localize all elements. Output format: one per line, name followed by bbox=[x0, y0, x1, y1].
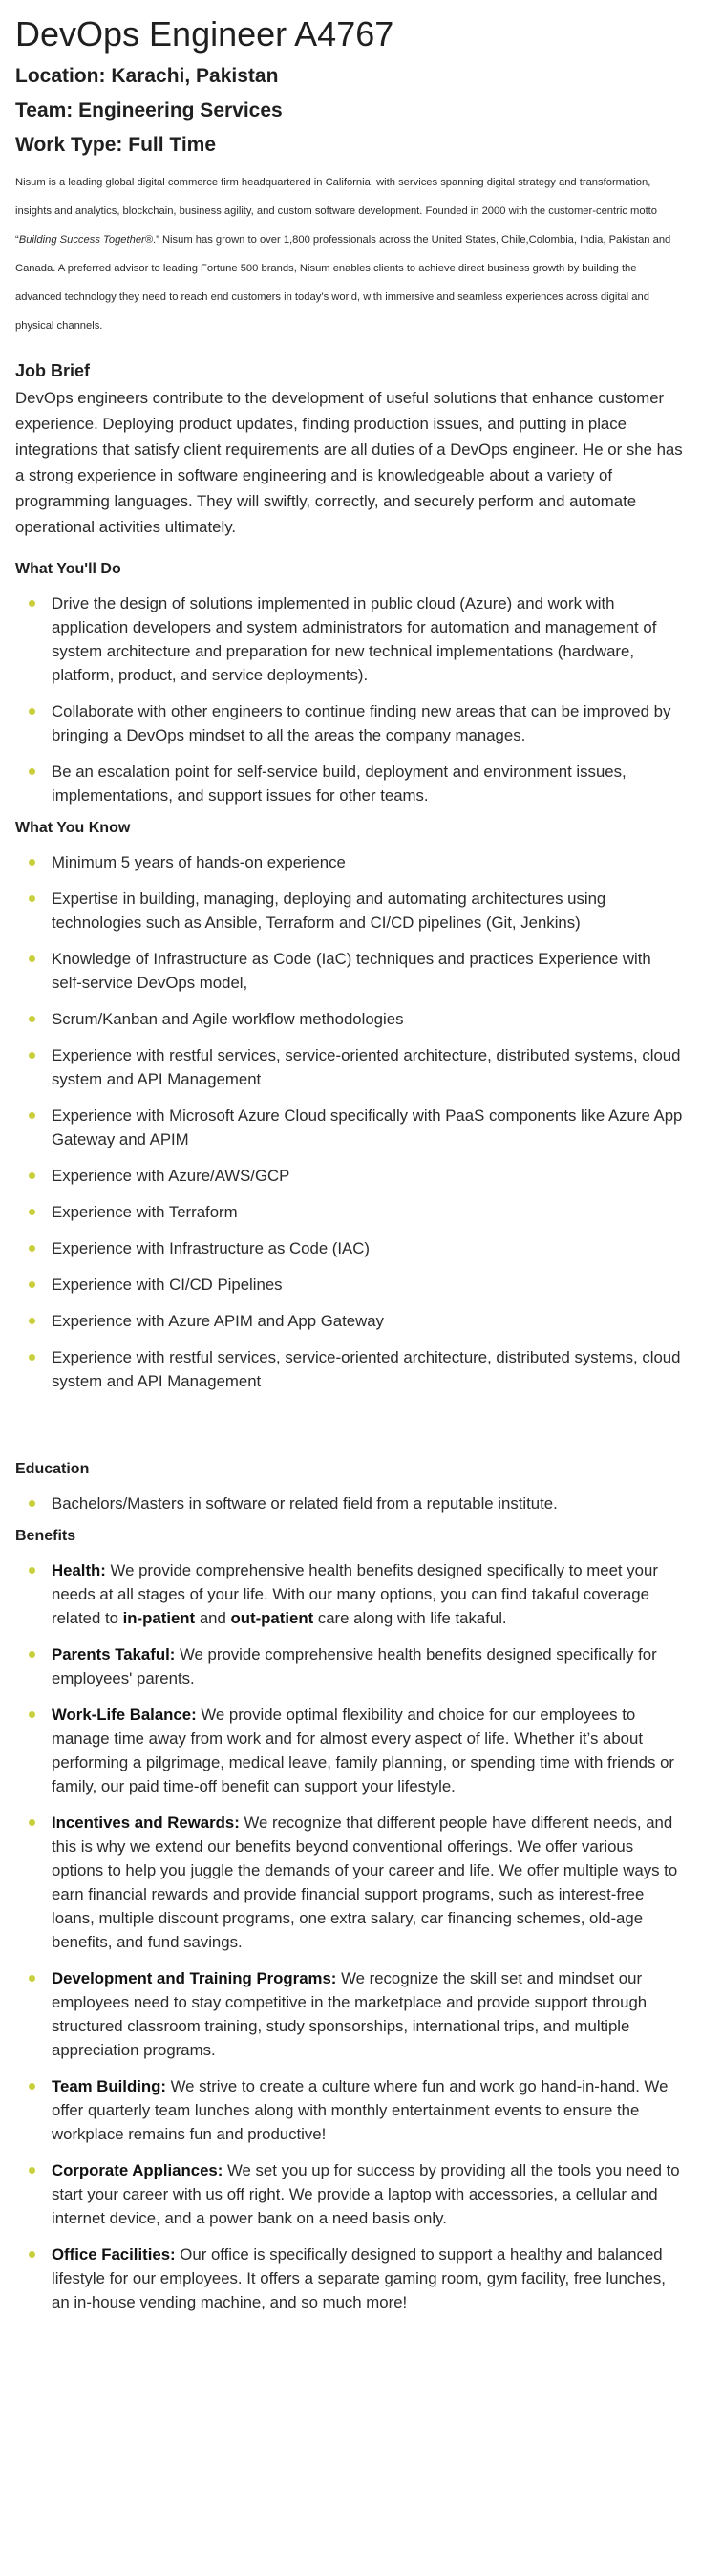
intro-text-part1: Nisum is a leading global digital commerce firm headquartered in California, with services spanning digital strategy and transformation, insights and analytics, blockchain, business agility, and custom software development. Founded in 2000 with the customer-centric motto “ bbox=[15, 177, 658, 247]
work-type-line: Work Type: Full Time bbox=[15, 133, 217, 156]
bullet-icon bbox=[29, 2083, 35, 2090]
company-motto: Building Success Together® bbox=[18, 234, 154, 247]
bullet-icon bbox=[29, 1209, 35, 1215]
bullet-icon bbox=[29, 1567, 35, 1574]
what-you-know-list bbox=[15, 850, 686, 1393]
list-item: Experience with Azure/AWS/GCP bbox=[52, 1164, 686, 1188]
out-patient-label: out-patient bbox=[230, 1609, 314, 1628]
benefit-label: Incentives and Rewards: bbox=[52, 1814, 240, 1833]
bullet-icon bbox=[29, 1112, 35, 1119]
benefits-heading: Benefits bbox=[15, 1528, 76, 1545]
bullet-icon bbox=[29, 1500, 35, 1507]
page-title: DevOps Engineer A4767 bbox=[15, 14, 394, 54]
bullet-icon bbox=[29, 1052, 35, 1059]
list-item: Experience with Microsoft Azure Cloud specifically with PaaS components like Azure App Gateway and APIM bbox=[52, 1104, 686, 1151]
benefits-list bbox=[15, 1558, 686, 2314]
bullet-icon bbox=[29, 1281, 35, 1288]
list-item: Parents Takaful: We provide comprehensive health benefits designed specifically for employees' parents. bbox=[52, 1642, 686, 1690]
list-item: Experience with restful services, service-oriented architecture, distributed systems, cloud system and API Management bbox=[52, 1345, 686, 1393]
list-item: Development and Training Programs: We recognize the skill set and mindset our employees need to stay competitive in the marketplace and provide support through structured classroom training, study sponsorships, international trips, and multiple appreciation programs. bbox=[52, 1966, 686, 2062]
benefit-label: Corporate Appliances: bbox=[52, 2161, 223, 2180]
list-item: Health: We provide comprehensive health benefits designed specifically to meet your needs at all stages of your life. With our many options, you can find takaful coverage related to in-patient and out-patient care along with life takaful. bbox=[52, 1558, 686, 1630]
list-item: Work-Life Balance: We provide optimal flexibility and choice for our employees to manage time away from work and for almost every aspect of life. Whether it’s about performing a pilgrimage, medical leave, family planning, or spending time with friends or family, our paid time-off benefit can support your lifestyle. bbox=[52, 1703, 686, 1798]
list-item: Be an escalation point for self-service build, deployment and environment issues, implementations, and support issues for other teams. bbox=[52, 760, 686, 807]
in-patient-label: in-patient bbox=[122, 1609, 196, 1628]
what-you-know-heading: What You Know bbox=[15, 820, 131, 837]
bullet-icon bbox=[29, 1016, 35, 1022]
section-spacer bbox=[15, 1406, 686, 1455]
list-item: Bachelors/Masters in software or related field from a reputable institute. bbox=[52, 1492, 686, 1515]
benefit-label: Work-Life Balance: bbox=[52, 1706, 197, 1725]
bullet-icon bbox=[29, 1819, 35, 1826]
list-item: Office Facilities: Our office is specifically designed to support a healthy and balanced lifestyle for our employees. It offers a separate gaming room, gym facility, free lunches, an in-house vending machine, and so much more! bbox=[52, 2243, 686, 2314]
bullet-icon bbox=[29, 1245, 35, 1252]
bullet-icon bbox=[29, 708, 35, 715]
what-youll-do-list bbox=[15, 591, 686, 807]
list-item: Expertise in building, managing, deploying and automating architectures using technologies such as Ansible, Terraform and CI/CD pipelines (Git, Jenkins) bbox=[52, 887, 686, 934]
bullet-icon bbox=[29, 768, 35, 775]
list-item: Experience with Azure APIM and App Gateway bbox=[52, 1309, 686, 1333]
team-line: Team: Engineering Services bbox=[15, 98, 283, 121]
list-item: Experience with CI/CD Pipelines bbox=[52, 1273, 686, 1297]
bullet-icon bbox=[29, 1975, 35, 1982]
list-item: Drive the design of solutions implemented in public cloud (Azure) and work with application developers and system administrators for automation and management of system architecture and preparation for new technical implementations (hardware, platform, product, and service deployments). bbox=[52, 591, 686, 687]
list-item: Experience with Terraform bbox=[52, 1200, 686, 1224]
location-line: Location: Karachi, Pakistan bbox=[15, 64, 279, 87]
bullet-icon bbox=[29, 1318, 35, 1324]
education-heading: Education bbox=[15, 1461, 90, 1478]
bullet-icon bbox=[29, 1172, 35, 1179]
bullet-icon bbox=[29, 895, 35, 902]
list-item: Experience with Infrastructure as Code (IAC) bbox=[52, 1236, 686, 1260]
list-item: Incentives and Rewards: We recognize that different people have different needs, and this is why we extend our benefits beyond conventional offerings. We offer various options to help you juggle the demands of your career and life. We offer multiple ways to earn financial rewards and provide financial support programs, such as interest-free loans, multiple discount programs, one extra salary, car financing schemes, old-age benefits, and fund savings. bbox=[52, 1811, 686, 1954]
bullet-icon bbox=[29, 1354, 35, 1361]
list-item: Scrum/Kanban and Agile workflow methodologies bbox=[52, 1007, 686, 1031]
bullet-icon bbox=[29, 955, 35, 962]
bullet-icon bbox=[29, 600, 35, 607]
list-item: Team Building: We strive to create a culture where fun and work go hand-in-hand. We offer quarterly team lunches along with monthly entertainment events to ensure the workplace remains fun and productive! bbox=[52, 2074, 686, 2146]
benefit-label: Health: bbox=[52, 1561, 106, 1580]
bullet-icon bbox=[29, 2167, 35, 2174]
job-brief-heading: Job Brief bbox=[15, 361, 91, 381]
company-intro bbox=[15, 168, 686, 340]
benefit-label: Office Facilities: bbox=[52, 2245, 176, 2265]
job-brief-text: DevOps engineers contribute to the development of useful solutions that enhance customer experience. Deploying product updates, finding production issues, and putting in place integrations that satisfy client requirements are all duties of a DevOps engineer. He or she has a strong experience in software engineering and is knowledgeable about a variety of programming languages. They will swiftly, correctly, and securely perform and automate operational activities ultimately. bbox=[15, 389, 683, 537]
benefit-label: Development and Training Programs: bbox=[52, 1969, 337, 1988]
benefit-label: Team Building: bbox=[52, 2077, 166, 2096]
bullet-icon bbox=[29, 1711, 35, 1718]
list-item: Minimum 5 years of hands-on experience bbox=[52, 850, 686, 874]
benefit-label: Parents Takaful: bbox=[52, 1645, 176, 1664]
bullet-icon bbox=[29, 859, 35, 866]
education-list bbox=[15, 1492, 686, 1515]
what-youll-do-heading: What You'll Do bbox=[15, 561, 121, 578]
bullet-icon bbox=[29, 2251, 35, 2258]
list-item: Experience with restful services, service-oriented architecture, distributed systems, cloud system and API Management bbox=[52, 1043, 686, 1091]
bullet-icon bbox=[29, 1651, 35, 1658]
list-item: Corporate Appliances: We set you up for success by providing all the tools you need to start your career with us off right. We provide a laptop with accessories, a cellular and internet device, and a power bank on a need basis only. bbox=[52, 2158, 686, 2230]
list-item: Collaborate with other engineers to continue finding new areas that can be improved by bringing a DevOps mindset to all the areas the company manages. bbox=[52, 699, 686, 747]
list-item: Knowledge of Infrastructure as Code (IaC) techniques and practices Experience with self-service DevOps model, bbox=[52, 947, 686, 995]
intro-text-part2: .” Nisum has grown to over 1,800 professionals across the United States, Chile,Colombia, India, Pakistan and Canada. A preferred advisor to leading Fortune 500 brands, Nisum enables clients to achieve direct business growth by building the advanced technology they need to reach end customers in today’s world, with immersive and seamless experiences across digital and physical channels. bbox=[15, 234, 671, 333]
